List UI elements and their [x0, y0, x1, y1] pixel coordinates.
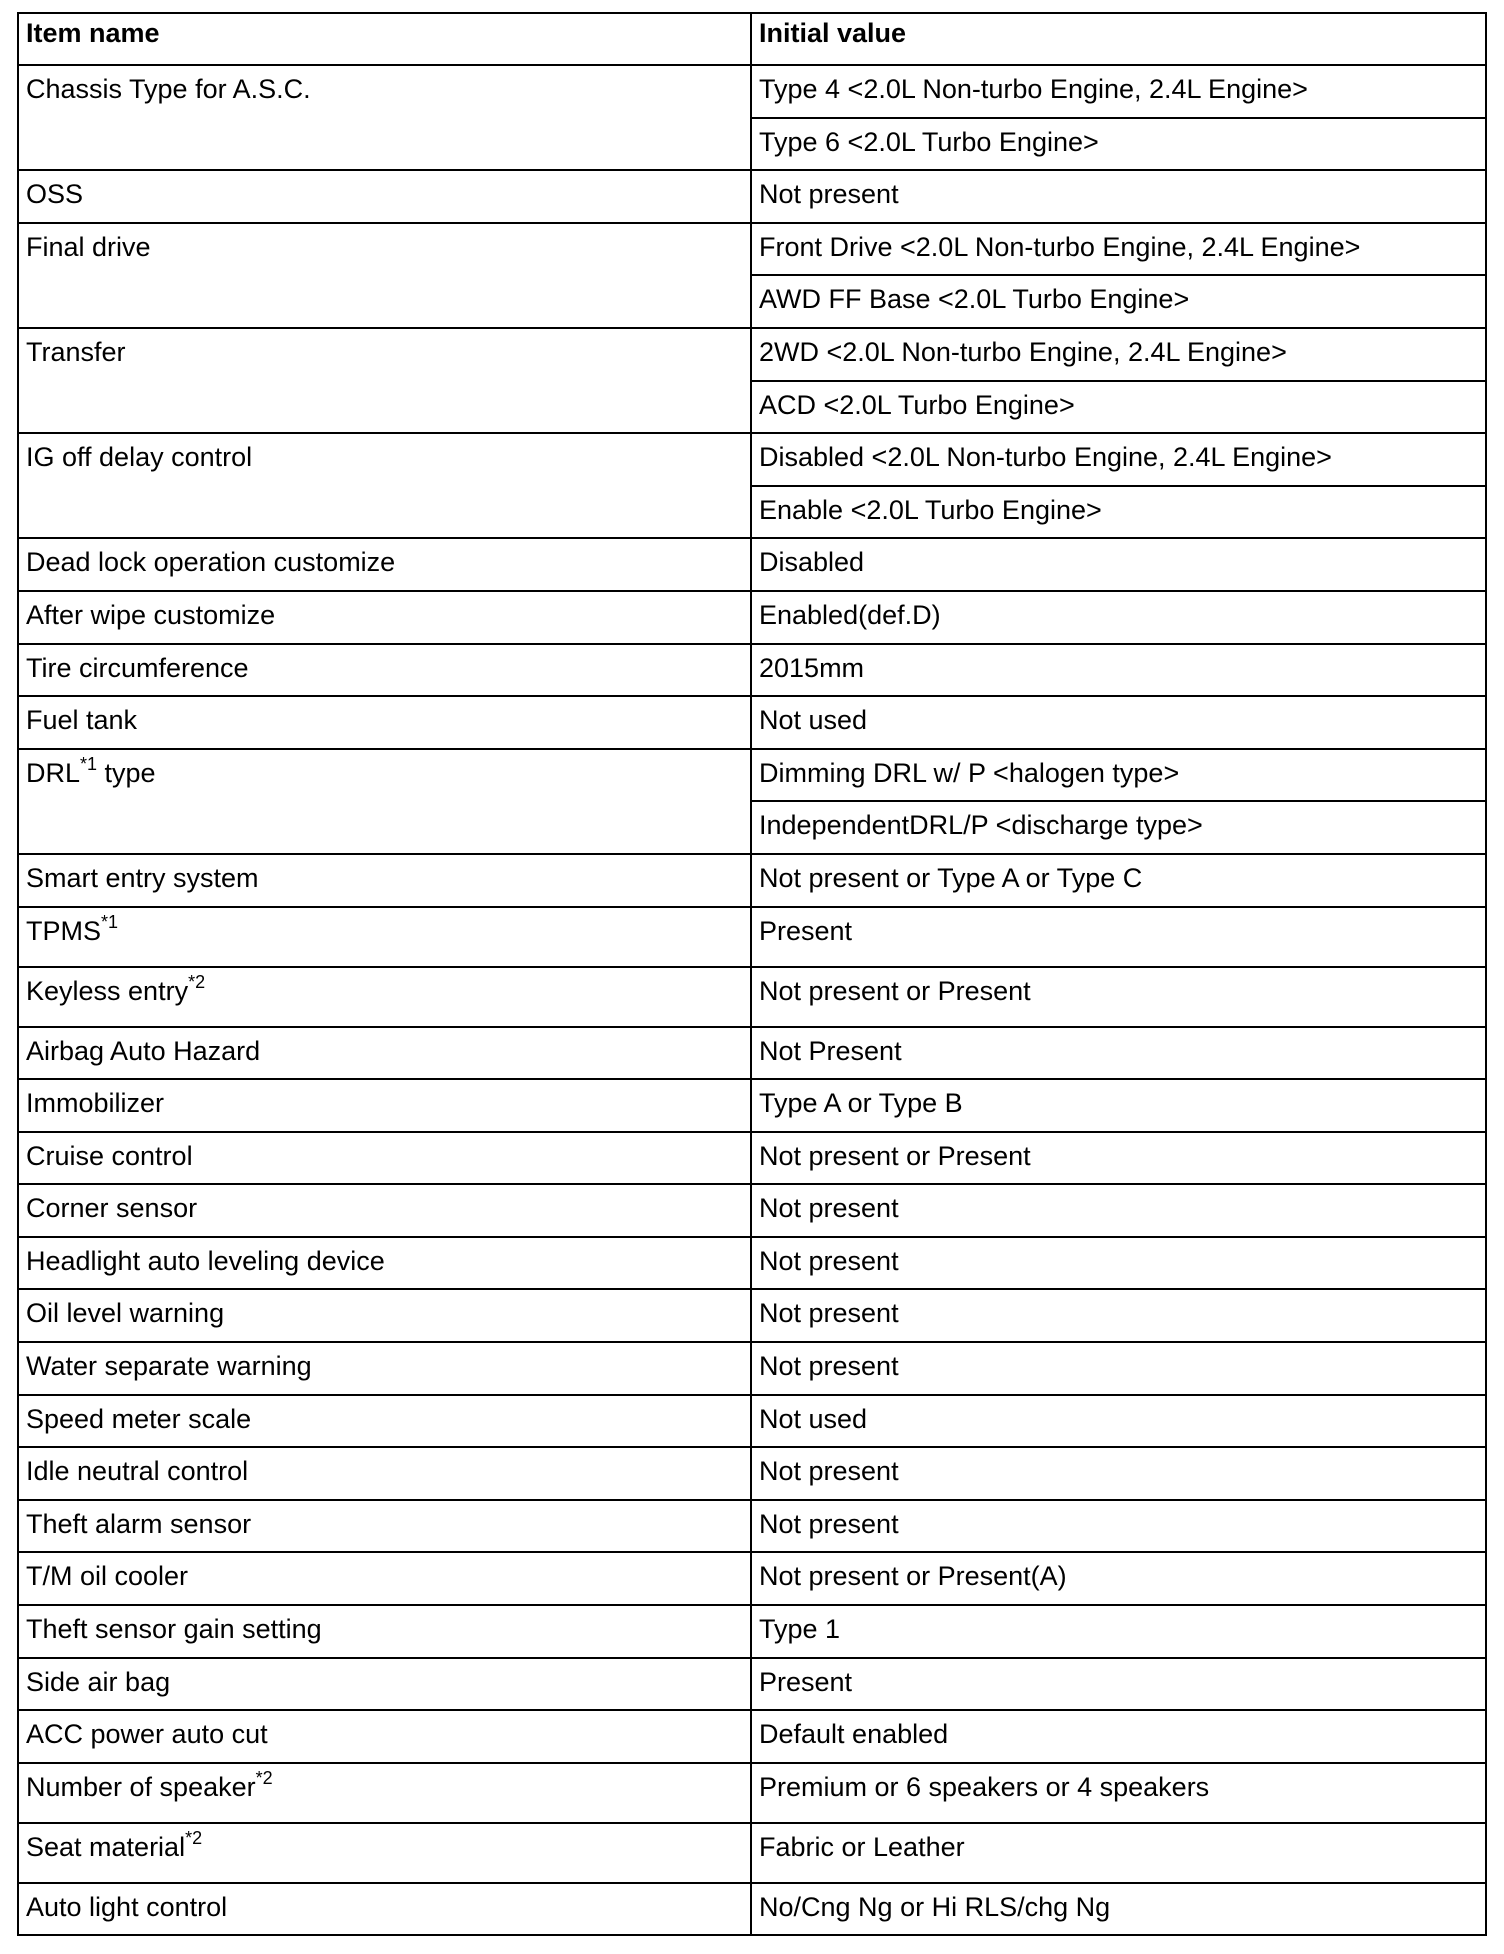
item-name-text: Dead lock operation customize	[26, 547, 396, 578]
table-row	[18, 1342, 1486, 1395]
item-name-text: Headlight auto leveling device	[26, 1245, 385, 1276]
item-name-text: Tire circumference	[26, 652, 249, 683]
table-row	[18, 538, 1486, 591]
table-row	[18, 328, 1486, 381]
initial-value-cell: Not present	[751, 1500, 1486, 1553]
item-name-text: Transfer	[26, 336, 126, 367]
item-name-cell	[18, 1710, 751, 1763]
table-row	[18, 591, 1486, 644]
item-name-text: ACC power auto cut	[26, 1719, 268, 1750]
initial-value-cell: Type 1	[751, 1605, 1486, 1658]
item-name-text: Chassis Type for A.S.C.	[26, 74, 311, 104]
initial-value-cell: Not used	[751, 1395, 1486, 1448]
header-item-name: Item name	[18, 13, 751, 65]
item-name-cell	[18, 854, 751, 907]
item-name-text: Fuel tank	[26, 705, 138, 736]
table-row	[18, 1552, 1486, 1605]
item-name-cell	[18, 1658, 751, 1711]
initial-value-cell: Not present or Present	[751, 967, 1486, 1027]
initial-value-cell: Enabled(def.D)	[751, 591, 1486, 644]
initial-value-cell: Type 4 <2.0L Non-turbo Engine, 2.4L Engine>	[751, 65, 1486, 118]
table-row	[18, 1447, 1486, 1500]
initial-value-cell: Fabric or Leather	[751, 1823, 1486, 1883]
table-row	[18, 1710, 1486, 1763]
header-initial-value: Initial value	[751, 13, 1486, 65]
table-row	[18, 696, 1486, 749]
initial-value-cell: Enable <2.0L Turbo Engine>	[751, 486, 1486, 539]
item-name-text: Seat material	[26, 1831, 186, 1862]
initial-value-cell: Not present	[751, 1237, 1486, 1290]
item-name-text: Oil level warning	[26, 1298, 225, 1329]
initial-value-cell: Type 6 <2.0L Turbo Engine>	[751, 118, 1486, 171]
initial-value-cell: 2015mm	[751, 644, 1486, 697]
item-name-suffix: type	[97, 757, 156, 788]
item-name-cell	[18, 1552, 751, 1605]
item-name-cell	[18, 1447, 751, 1500]
table-row	[18, 1395, 1486, 1448]
item-name-text: Theft sensor gain setting	[26, 1614, 322, 1645]
item-name-cell	[18, 1823, 751, 1883]
table-row	[18, 170, 1486, 223]
table-row	[18, 1132, 1486, 1185]
table-row	[18, 907, 1486, 967]
item-name-cell	[18, 1132, 751, 1185]
item-name-cell	[18, 1079, 751, 1132]
table-row	[18, 967, 1486, 1027]
table-row	[18, 749, 1486, 802]
initial-value-cell: Dimming DRL w/ P <halogen type>	[751, 749, 1486, 802]
item-name-text: Idle neutral control	[26, 1456, 249, 1487]
table-row	[18, 65, 1486, 118]
item-name-text: Smart entry system	[26, 862, 259, 893]
footnote-marker: *1	[101, 911, 119, 932]
item-name-cell	[18, 170, 751, 223]
initial-value-cell: Type A or Type B	[751, 1079, 1486, 1132]
item-name-cell	[18, 591, 751, 644]
item-name-cell	[18, 1605, 751, 1658]
table-row	[18, 1658, 1486, 1711]
table-row	[18, 1823, 1486, 1883]
initial-value-cell: AWD FF Base <2.0L Turbo Engine>	[751, 275, 1486, 328]
initial-value-cell: Not present	[751, 1342, 1486, 1395]
initial-value-cell: Not present	[751, 1447, 1486, 1500]
item-name-cell	[18, 1763, 751, 1823]
item-name-cell	[18, 65, 751, 170]
item-name-cell	[18, 1289, 751, 1342]
initial-value-cell: Not Present	[751, 1027, 1486, 1080]
table-row	[18, 433, 1486, 486]
item-name-cell	[18, 1027, 751, 1080]
initial-value-cell: Disabled <2.0L Non-turbo Engine, 2.4L Engine>	[751, 433, 1486, 486]
initial-value-cell: Not used	[751, 696, 1486, 749]
initial-value-cell: Premium or 6 speakers or 4 speakers	[751, 1763, 1486, 1823]
item-name-text: Cruise control	[26, 1140, 193, 1171]
initial-value-cell: Disabled	[751, 538, 1486, 591]
initial-value-cell: Present	[751, 1658, 1486, 1711]
initial-value-cell: Not present	[751, 1184, 1486, 1237]
initial-value-cell: Not present	[751, 170, 1486, 223]
item-name-cell	[18, 1342, 751, 1395]
item-name-cell	[18, 538, 751, 591]
initial-value-cell: Default enabled	[751, 1710, 1486, 1763]
item-name-cell	[18, 1883, 751, 1936]
initial-value-cell: No/Cng Ng or Hi RLS/chg Ng	[751, 1883, 1486, 1936]
item-name-cell	[18, 696, 751, 749]
table-row	[18, 223, 1486, 276]
item-name-cell	[18, 1395, 751, 1448]
table-row	[18, 1184, 1486, 1237]
item-name-text: After wipe customize	[26, 599, 276, 630]
footnote-marker: *2	[185, 1827, 203, 1848]
settings-table	[17, 12, 1487, 1936]
table-row	[18, 1763, 1486, 1823]
item-name-cell	[18, 328, 751, 433]
initial-value-cell: Front Drive <2.0L Non-turbo Engine, 2.4L Engine>	[751, 223, 1486, 276]
table-row	[18, 1289, 1486, 1342]
item-name-text: DRL	[26, 757, 81, 788]
initial-value-cell: 2WD <2.0L Non-turbo Engine, 2.4L Engine>	[751, 328, 1486, 381]
item-name-cell	[18, 749, 751, 854]
table-row	[18, 1027, 1486, 1080]
item-name-cell	[18, 644, 751, 697]
item-name-cell	[18, 433, 751, 538]
initial-value-cell: Not present	[751, 1289, 1486, 1342]
item-name-text: Airbag Auto Hazard	[26, 1035, 261, 1066]
item-name-cell	[18, 1184, 751, 1237]
item-name-cell	[18, 1500, 751, 1553]
initial-value-cell: Not present or Present(A)	[751, 1552, 1486, 1605]
table-row	[18, 1237, 1486, 1290]
item-name-cell	[18, 223, 751, 328]
initial-value-cell: IndependentDRL/P <discharge type>	[751, 801, 1486, 854]
item-name-text: TPMS	[26, 915, 102, 946]
table-row	[18, 644, 1486, 697]
item-name-text: Side air bag	[26, 1666, 171, 1697]
table-body	[18, 65, 1486, 1935]
initial-value-cell: Not present or Type A or Type C	[751, 854, 1486, 907]
item-name-text: Theft alarm sensor	[26, 1508, 252, 1539]
footnote-marker: *1	[80, 753, 98, 774]
header-row	[18, 13, 1486, 65]
table-row	[18, 1883, 1486, 1936]
table-row	[18, 1079, 1486, 1132]
footnote-marker: *2	[188, 971, 206, 992]
table-row	[18, 1605, 1486, 1658]
item-name-cell	[18, 1237, 751, 1290]
item-name-text: Final drive	[26, 231, 151, 262]
footnote-marker: *2	[255, 1767, 273, 1788]
table-row	[18, 854, 1486, 907]
initial-value-cell: ACD <2.0L Turbo Engine>	[751, 381, 1486, 434]
item-name-text: IG off delay control	[26, 442, 253, 473]
item-name-text: Water separate warning	[26, 1351, 312, 1382]
table-row	[18, 1500, 1486, 1553]
initial-value-cell: Not present or Present	[751, 1132, 1486, 1185]
item-name-cell	[18, 967, 751, 1027]
item-name-text: Number of speaker	[26, 1771, 256, 1802]
initial-value-cell: Present	[751, 907, 1486, 967]
item-name-text: Auto light control	[26, 1891, 228, 1922]
item-name-text: Corner sensor	[26, 1193, 198, 1224]
item-name-text: OSS	[26, 179, 84, 210]
item-name-text: Keyless entry	[26, 975, 189, 1006]
item-name-text: T/M oil cooler	[26, 1561, 189, 1592]
item-name-text: Speed meter scale	[26, 1403, 252, 1434]
item-name-cell	[18, 907, 751, 967]
item-name-text: Immobilizer	[26, 1088, 165, 1119]
